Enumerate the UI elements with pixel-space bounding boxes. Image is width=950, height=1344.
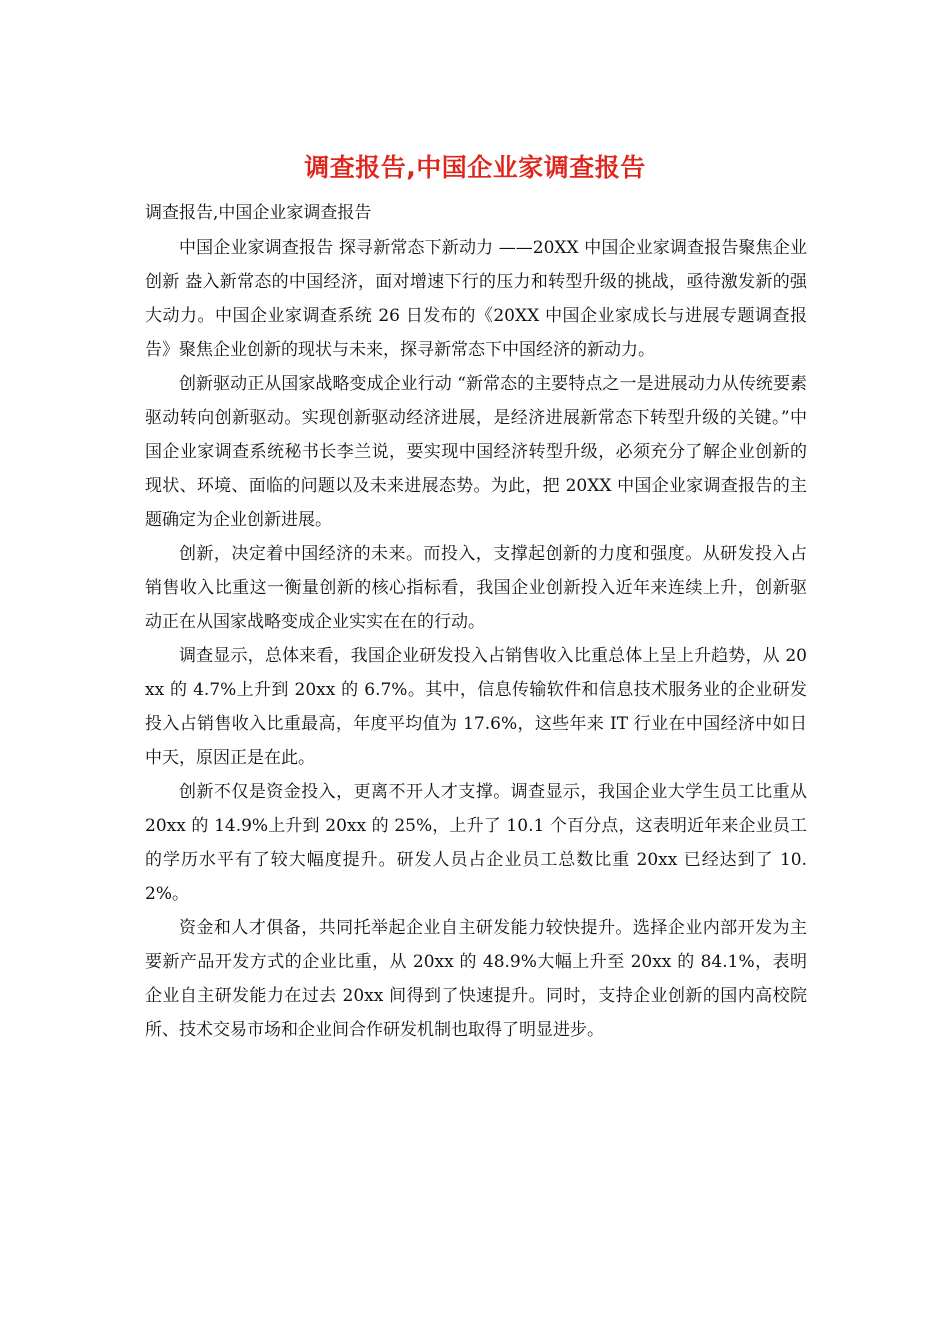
paragraph-6: 资金和人才俱备，共同托举起企业自主研发能力较快提升。选择企业内部开发为主要新产品开发方式的企业比重，从 20xx 的 48.9%大幅上升至 20xx 的 84.1%，表明企业自主研发能力在过去 20xx 间得到了快速提升。同时，支持企业创新的国内高校院所、技术交易市场和企业间合作研发机制也取得了明显进步。 xyxy=(145,918,807,1040)
paragraph-3: 创新，决定着中国经济的未来。而投入，支撑起创新的力度和强度。从研发投入占销售收入比重这一衡量创新的核心指标看，我国企业创新投入近年来连续上升，创新驱动正在从国家战略变成企业实实在在的行动。 xyxy=(145,544,807,632)
paragraph-1: 中国企业家调查报告 探寻新常态下新动力 ——20XX 中国企业家调查报告聚焦企业创新 盎入新常态的中国经济，面对增速下行的压力和转型升级的挑战，亟待激发新的强大动力。中国企业家调查系统 26 日发布的《20XX 中国企业家成长与进展专题调查报告》聚焦企业创新的现状与未来，探寻新常态下中国经济的新动力。 xyxy=(145,238,807,360)
document-title: 调查报告,中国企业家调查报告 xyxy=(304,153,646,182)
paragraph-4: 调查显示，总体来看，我国企业研发投入占销售收入比重总体上呈上升趋势，从 20xx 的 4.7%上升到 20xx 的 6.7%。其中，信息传输软件和信息技术服务业的企业研发投入占销售收入比重最高，年度平均值为 17.6%，这些年来 IT 行业在中国经济中如日中天，原因正是在此。 xyxy=(145,646,807,768)
document-body xyxy=(145,196,807,1047)
paragraph-5: 创新不仅是资金投入，更离不开人才支撑。调查显示，我国企业大学生员工比重从 20xx 的 14.9%上升到 20xx 的 25%，上升了 10.1 个百分点，这表明近年来企业员工的学历水平有了较大幅度提升。研发人员占企业员工总数比重 20xx 已经达到了 10.2%。 xyxy=(145,782,807,904)
paragraph-2: 创新驱动正从国家战略变成企业行动 “新常态的主要特点之一是进展动力从传统要素驱动转向创新驱动。实现创新驱动经济进展，是经济进展新常态下转型升级的关键。”中国企业家调查系统秘书长李兰说，要实现中国经济转型升级，必须充分了解企业创新的现状、环境、面临的问题以及未来进展态势。为此，把 20XX 中国企业家调查报告的主题确定为企业创新进展。 xyxy=(145,374,807,530)
document-subtitle: 调查报告,中国企业家调查报告 xyxy=(145,203,372,223)
